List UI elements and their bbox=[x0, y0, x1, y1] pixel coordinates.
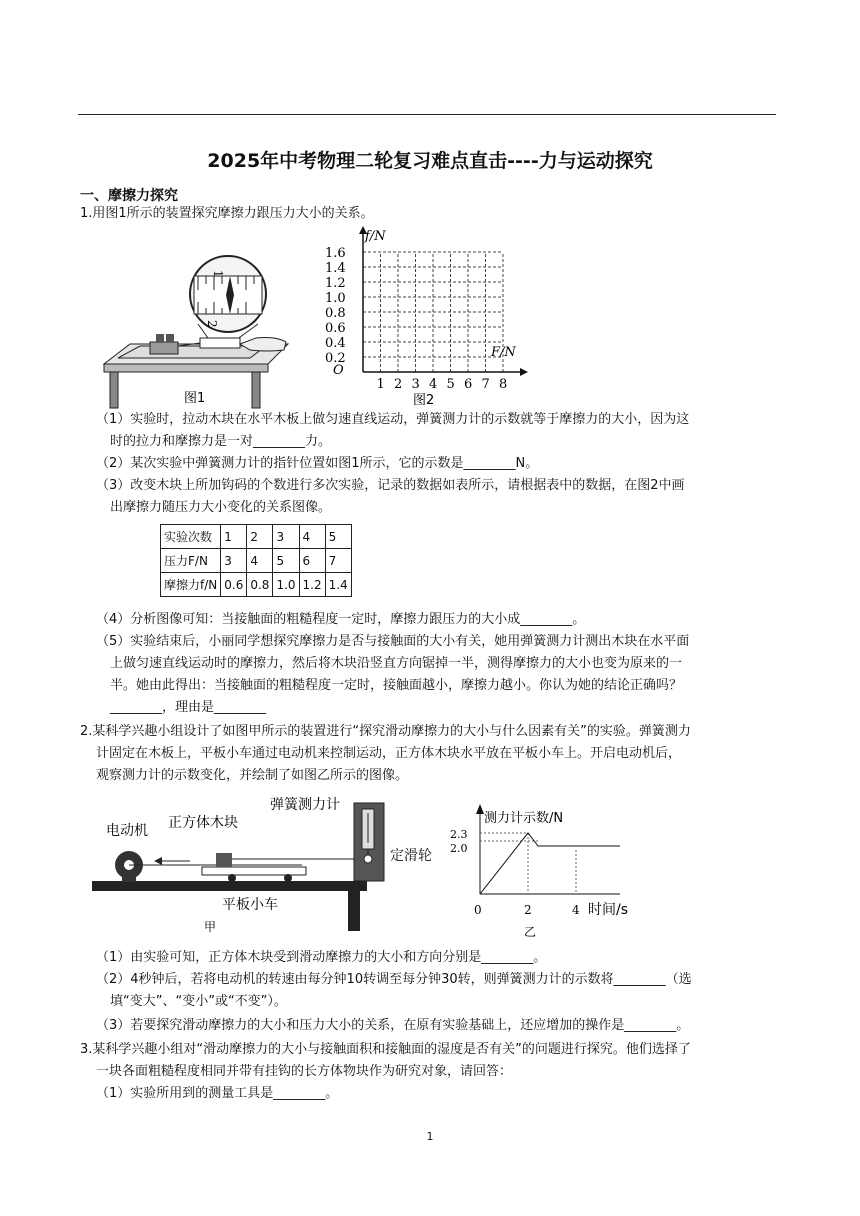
table-cell: 1.0 bbox=[273, 573, 299, 597]
y-tick-label: 1.0 bbox=[325, 291, 346, 306]
fig2-caption: 图2 bbox=[413, 393, 435, 408]
table-row bbox=[161, 573, 352, 597]
table-cell: 3 bbox=[221, 549, 247, 573]
header-rule bbox=[78, 114, 776, 115]
yi-xtick-4: 4 bbox=[572, 903, 580, 917]
label-spring: 弹簧测力计 bbox=[270, 797, 340, 813]
figure-2-graph bbox=[315, 226, 540, 412]
q1-part1-b: 时的拉力和摩擦力是一对________力。 bbox=[110, 434, 332, 449]
table-cell: 实验次数 bbox=[161, 525, 221, 549]
table-cell: 5 bbox=[273, 549, 299, 573]
q2-part2-a: （2）4秒钟后，若将电动机的转速由每分钟10转调至每分钟30转，则弹簧测力计的示数将________（选 bbox=[96, 972, 692, 987]
q2-part1: （1）由实验可知，正方体木块受到滑动摩擦力的大小和方向分别是________。 bbox=[96, 950, 547, 965]
y-tick-label: 1.6 bbox=[325, 246, 346, 261]
fig2-y-label: f/N bbox=[365, 229, 386, 244]
fig2-origin: O bbox=[333, 363, 344, 378]
table-cell: 1 bbox=[221, 525, 247, 549]
yi-xtick-0: 0 bbox=[474, 903, 482, 917]
table-cell: 1.2 bbox=[299, 573, 325, 597]
x-tick-label: 4 bbox=[429, 377, 438, 392]
yi-y-label: 测力计示数/N bbox=[484, 811, 564, 826]
q1-part5-a: （5）实验结束后，小丽同学想探究摩擦力是否与接触面的大小有关，她用弹簧测力计测出木块在水平面 bbox=[96, 634, 690, 649]
label-motor: 电动机 bbox=[106, 823, 148, 839]
table-cell: 2 bbox=[247, 525, 273, 549]
table-cell: 4 bbox=[299, 525, 325, 549]
x-tick-label: 2 bbox=[394, 377, 403, 392]
table-cell: 7 bbox=[325, 549, 351, 573]
section-heading: 一、摩擦力探究 bbox=[80, 188, 178, 204]
q2-part2-b: 填“变大”、“变小”或“不变”）。 bbox=[110, 994, 287, 1009]
table-cell: 0.6 bbox=[221, 573, 247, 597]
label-pulley: 定滑轮 bbox=[390, 848, 432, 864]
q1-part1-a: （1）实验时，拉动木块在水平木板上做匀速直线运动，弹簧测力计的示数就等于摩擦力的大小，因为这 bbox=[96, 412, 690, 427]
yi-ytick-23: 2.3 bbox=[450, 828, 468, 841]
yi-ytick-20: 2.0 bbox=[450, 842, 468, 855]
label-jia: 甲 bbox=[204, 920, 217, 934]
q3-stem-b: 一块各面粗糙程度相同并带有挂钩的长方体物块作为研究对象，请回答： bbox=[96, 1064, 513, 1079]
q1-part5-b: 上做匀速直线运动时的摩擦力，然后将木块沿竖直方向锯掉一半，测得摩擦力的大小也变为原来的一 bbox=[110, 656, 683, 671]
table-cell: 3 bbox=[273, 525, 299, 549]
label-cart: 平板小车 bbox=[222, 897, 278, 913]
q2-stem-c: 观察测力计的示数变化，并绘制了如图乙所示的图像。 bbox=[96, 768, 409, 783]
yi-x-label: 时间/s bbox=[588, 902, 629, 918]
x-tick-label: 6 bbox=[464, 377, 473, 392]
q1-part2: （2）某次实验中弹簧测力计的指针位置如图1所示，它的示数是________N。 bbox=[96, 456, 539, 471]
y-tick-label: 1.4 bbox=[325, 261, 346, 276]
fig2-x-label: F/N bbox=[491, 345, 516, 360]
q3-part1: （1）实验所用到的测量工具是________。 bbox=[96, 1086, 339, 1101]
x-tick-label: 1 bbox=[376, 377, 385, 392]
y-tick-label: 0.2 bbox=[325, 351, 346, 366]
x-tick-label: 3 bbox=[411, 377, 420, 392]
scale-mark-2: 2 bbox=[205, 320, 219, 328]
q2-stem-a: 2.某科学兴趣小组设计了如图甲所示的装置进行“探究滑动摩擦力的大小与什么因素有关”的实验。弹簧测力 bbox=[80, 724, 691, 739]
table-cell: 压力F/N bbox=[161, 549, 221, 573]
fig1-caption: 图1 bbox=[184, 391, 206, 406]
scale-mark-1: 1 bbox=[211, 270, 225, 278]
figure-1-apparatus bbox=[100, 232, 300, 410]
table-cell: 6 bbox=[299, 549, 325, 573]
page-number: 1 bbox=[426, 1130, 434, 1143]
q2-stem-b: 计固定在木板上，平板小车通过电动机来控制运动，正方体木块水平放在平板小车上。开启电动机后， bbox=[96, 746, 682, 761]
y-tick-label: 0.4 bbox=[325, 336, 346, 351]
table-row bbox=[161, 549, 352, 573]
figure-yi-graph bbox=[440, 800, 640, 942]
y-tick-label: 0.6 bbox=[325, 321, 346, 336]
x-tick-label: 8 bbox=[499, 377, 508, 392]
q1-stem: 1.用图1所示的装置探究摩擦力跟压力大小的关系。 bbox=[80, 206, 374, 221]
figure-jia-apparatus bbox=[92, 795, 392, 935]
y-tick-label: 0.8 bbox=[325, 306, 346, 321]
table-cell: 4 bbox=[247, 549, 273, 573]
table-row bbox=[161, 525, 352, 549]
page-title: 2025年中考物理二轮复习难点直击----力与运动探究 bbox=[207, 150, 653, 172]
q1-part5-d: ________，理由是________ bbox=[110, 700, 267, 715]
q1-part4: （4）分析图像可知：当接触面的粗糙程度一定时，摩擦力跟压力的大小成________。 bbox=[96, 612, 586, 627]
table-cell: 摩擦力f/N bbox=[161, 573, 221, 597]
q3-stem-a: 3.某科学兴趣小组对“滑动摩擦力的大小与接触面积和接触面的湿度是否有关”的问题进行探究。他们选择了 bbox=[80, 1042, 691, 1057]
table-cell: 1.4 bbox=[325, 573, 351, 597]
label-yi: 乙 bbox=[524, 925, 537, 939]
x-tick-label: 5 bbox=[446, 377, 455, 392]
data-table bbox=[160, 524, 352, 597]
table-cell: 0.8 bbox=[247, 573, 273, 597]
q1-part3-b: 出摩擦力随压力大小变化的关系图像。 bbox=[110, 500, 332, 515]
yi-xtick-2: 2 bbox=[524, 903, 532, 917]
x-tick-label: 7 bbox=[481, 377, 490, 392]
q1-part5-c: 半。她由此得出：当接触面的粗糙程度一定时，接触面越小，摩擦力越小。你认为她的结论正确吗？ bbox=[110, 678, 683, 693]
y-tick-label: 1.2 bbox=[325, 276, 346, 291]
table-cell: 5 bbox=[325, 525, 351, 549]
q1-part3-a: （3）改变木块上所加钩码的个数进行多次实验，记录的数据如表所示，请根据表中的数据，在图2中画 bbox=[96, 478, 685, 493]
label-block: 正方体木块 bbox=[168, 815, 238, 831]
q2-part3: （3）若要探究滑动摩擦力的大小和压力大小的关系，在原有实验基础上，还应增加的操作是________。 bbox=[96, 1018, 690, 1033]
